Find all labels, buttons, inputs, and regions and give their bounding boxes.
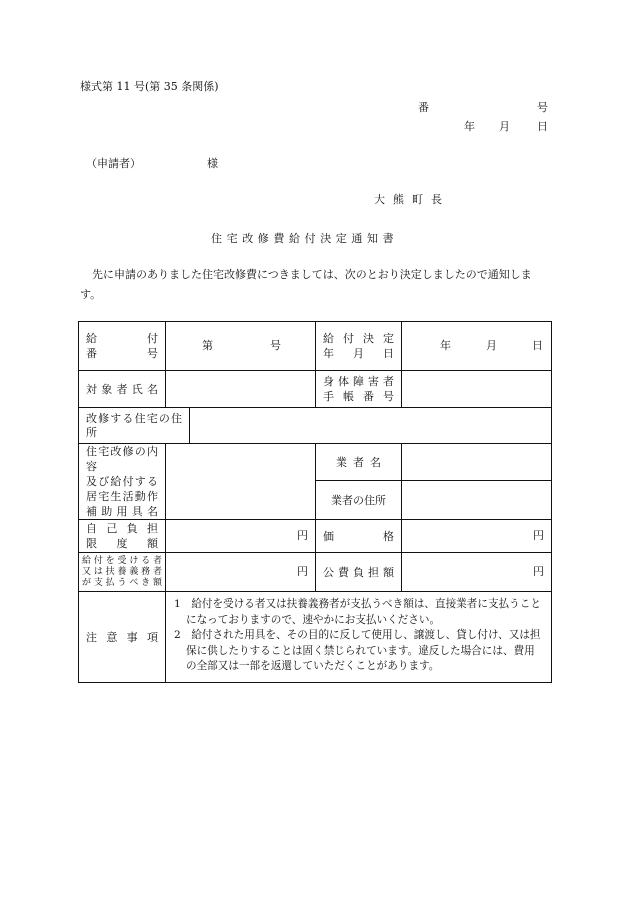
- honorific-sama: 様: [207, 157, 218, 170]
- price-field[interactable]: 円: [402, 520, 552, 553]
- date-year-label: 年: [464, 120, 475, 133]
- disability-cert-label: 身体障害者 手帳番号: [316, 371, 402, 408]
- contractor-address-label: 業者の住所: [316, 481, 402, 520]
- contractor-name-label: 業者名: [316, 444, 402, 481]
- recipient-payment-field[interactable]: 円: [166, 553, 316, 592]
- number-label-gou: 号: [537, 101, 548, 114]
- subject-name-field[interactable]: [166, 371, 316, 408]
- date-month-label: 月: [499, 120, 510, 133]
- renovation-content-field[interactable]: [166, 444, 316, 520]
- decision-date-label: 給付決定 年 月 日: [316, 322, 402, 371]
- decision-date-field[interactable]: 年 月 日: [402, 322, 552, 371]
- note-item: 1 給付を受ける者又は扶養義務者が支払うべき額は、直接業者に支払うことになっておりますので、速やかにお支払いください。: [174, 598, 541, 626]
- subject-name-label: 対象者氏名: [79, 371, 166, 408]
- applicant-label: （申請者）: [86, 157, 141, 170]
- renovation-address-field[interactable]: [190, 408, 552, 444]
- document-title: 住宅改修費給付決定通知書: [211, 232, 399, 245]
- self-pay-limit-field[interactable]: 円: [166, 520, 316, 553]
- body-text: 先に申請のありました住宅改修費につきましては、次のとおり決定しましたので通知します。: [80, 268, 532, 301]
- renovation-content-label: 住宅改修の内容 及び給付する 居宅生活動作 補助用具名: [79, 444, 166, 520]
- public-burden-label: 公費負担額: [316, 553, 402, 592]
- notes-content: [166, 592, 552, 683]
- renovation-address-label: 改修する住宅の住所: [79, 408, 190, 444]
- date-day-label: 日: [537, 120, 548, 133]
- form-number: 様式第 11 号(第 35 条関係): [80, 80, 219, 93]
- public-burden-field[interactable]: 円: [402, 553, 552, 592]
- notes-label: 注意事項: [79, 592, 166, 683]
- price-label: 価格: [316, 520, 402, 553]
- contractor-address-field[interactable]: [402, 481, 552, 520]
- contractor-name-field[interactable]: [402, 444, 552, 481]
- note-item: 2 給付された用具を、その目的に反して使用し、譲渡し、貸し付け、又は担保に供したりすることは固く禁じられています。違反した場合には、費用の全部又は一部を返還していただくことがあります。: [174, 629, 541, 673]
- benefit-number-field[interactable]: 第 号: [166, 322, 316, 371]
- benefit-number-label: 給 付 番 号: [79, 322, 166, 371]
- decision-table: [78, 321, 552, 683]
- disability-cert-field[interactable]: [402, 371, 552, 408]
- recipient-payment-label: 給付を受ける者 又は扶養義務者 が支払うべき額: [79, 553, 166, 592]
- number-label-ban: 番: [418, 101, 429, 114]
- issuer-mayor: 大熊町長: [374, 193, 450, 206]
- self-pay-limit-label: 自己負担 限度額: [79, 520, 166, 553]
